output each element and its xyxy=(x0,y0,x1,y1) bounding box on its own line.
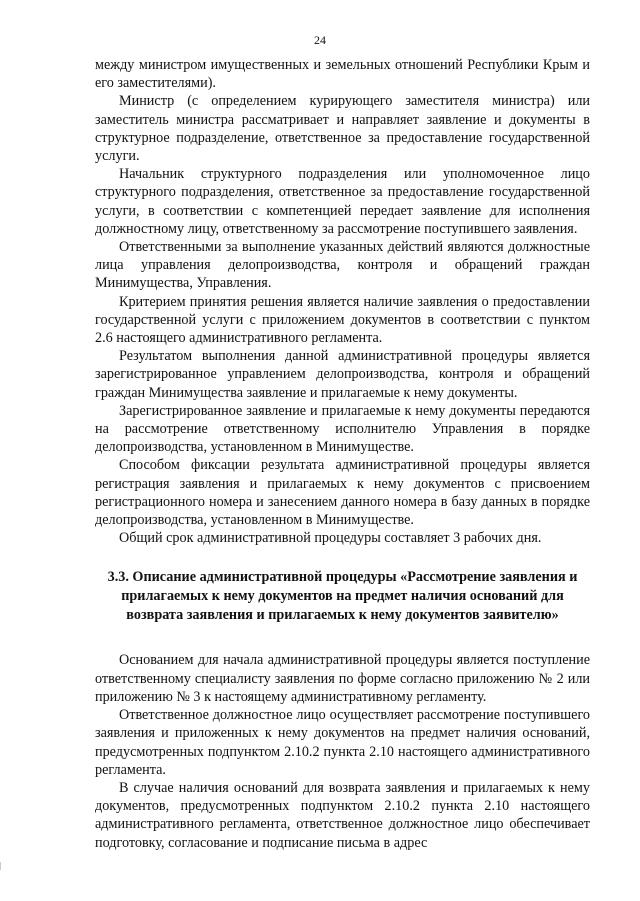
paragraph-registered-transfer: Зарегистрированное заявление и прилагаемые к нему документы передаются на рассмотрение ответственному исполнителю Управления в порядке делопроизводства, установленном в Минимуществе. xyxy=(95,402,590,456)
paragraph-basis: Основанием для начала административной процедуры является поступление ответственному специалисту заявления по форме согласно приложению № 2 или приложению № 3 к настоящему административному регламенту. xyxy=(95,652,590,705)
paragraph-decision-criterion: Критерием принятия решения является наличие заявления о предоставлении государственной услуги с приложением документов в соответствии с пунктом 2.6 настоящего административного регламента. xyxy=(95,293,590,347)
paragraph-return-grounds: В случае наличия оснований для возврата заявления и прилагаемых к нему документов, предусмотренных подпунктом 2.10.2 пункта 2.10 настоящего административного регламента, ответственное должностное лицо обеспечивает подготовку, согласование и подписание письма в адрес xyxy=(95,779,590,851)
paragraph-continuation: между министром имущественных и земельных отношений Республики Крым и его заместителями). xyxy=(95,57,590,92)
paragraph-responsible-officials: Ответственными за выполнение указанных действий являются должностные лица управления делопроизводства, контроля и обращений граждан Минимущества, Управления. xyxy=(95,239,590,292)
page-body xyxy=(95,56,590,852)
paragraph-fixation-method: Способом фиксации результата административной процедуры является регистрация заявления и прилагаемых к нему документов с присвоением регистрационного номера и занесением данного номера в базу данных в порядке делопроизводства, установленном в Минимуществе. xyxy=(95,457,590,529)
scan-edge-mark xyxy=(0,862,11,870)
paragraph-unit-head: Начальник структурного подразделения или уполномоченное лицо структурного подразделения, ответственное за предоставление государственной услуги, в соответствии с компетенцией передает заявление для исполнения должностному лицу, ответственному за рассмотрение поступившего заявления. xyxy=(95,166,590,237)
section-heading: 3.3. Описание административной процедуры «Рассмотрение заявления и прилагаемых к нему документов на предмет наличия оснований для возврата заявления и прилагаемых к нему документов заявителю» xyxy=(107,569,578,624)
paragraph-total-term: Общий срок административной процедуры составляет 3 рабочих дня. xyxy=(119,530,542,547)
page-number: 24 xyxy=(314,33,326,47)
paragraph-procedure-result: Результатом выполнения данной административной процедуры является зарегистрированное управлением делопроизводства, контроля и обращений граждан Минимущества заявление и прилагаемые к нему документы. xyxy=(95,348,590,401)
paragraph-official-review: Ответственное должностное лицо осуществляет рассмотрение поступившего заявления и приложенных к нему документов на предмет наличия оснований, предусмотренных подпунктом 2.10.2 пункта 2.10 настоящего административного регламента. xyxy=(95,707,590,778)
paragraph-minister-review: Министр (с определением курирующего заместителя министра) или заместитель министра рассматривает и направляет заявление и документы в структурное подразделение, ответственное за предоставление государственной услуги. xyxy=(95,93,590,165)
